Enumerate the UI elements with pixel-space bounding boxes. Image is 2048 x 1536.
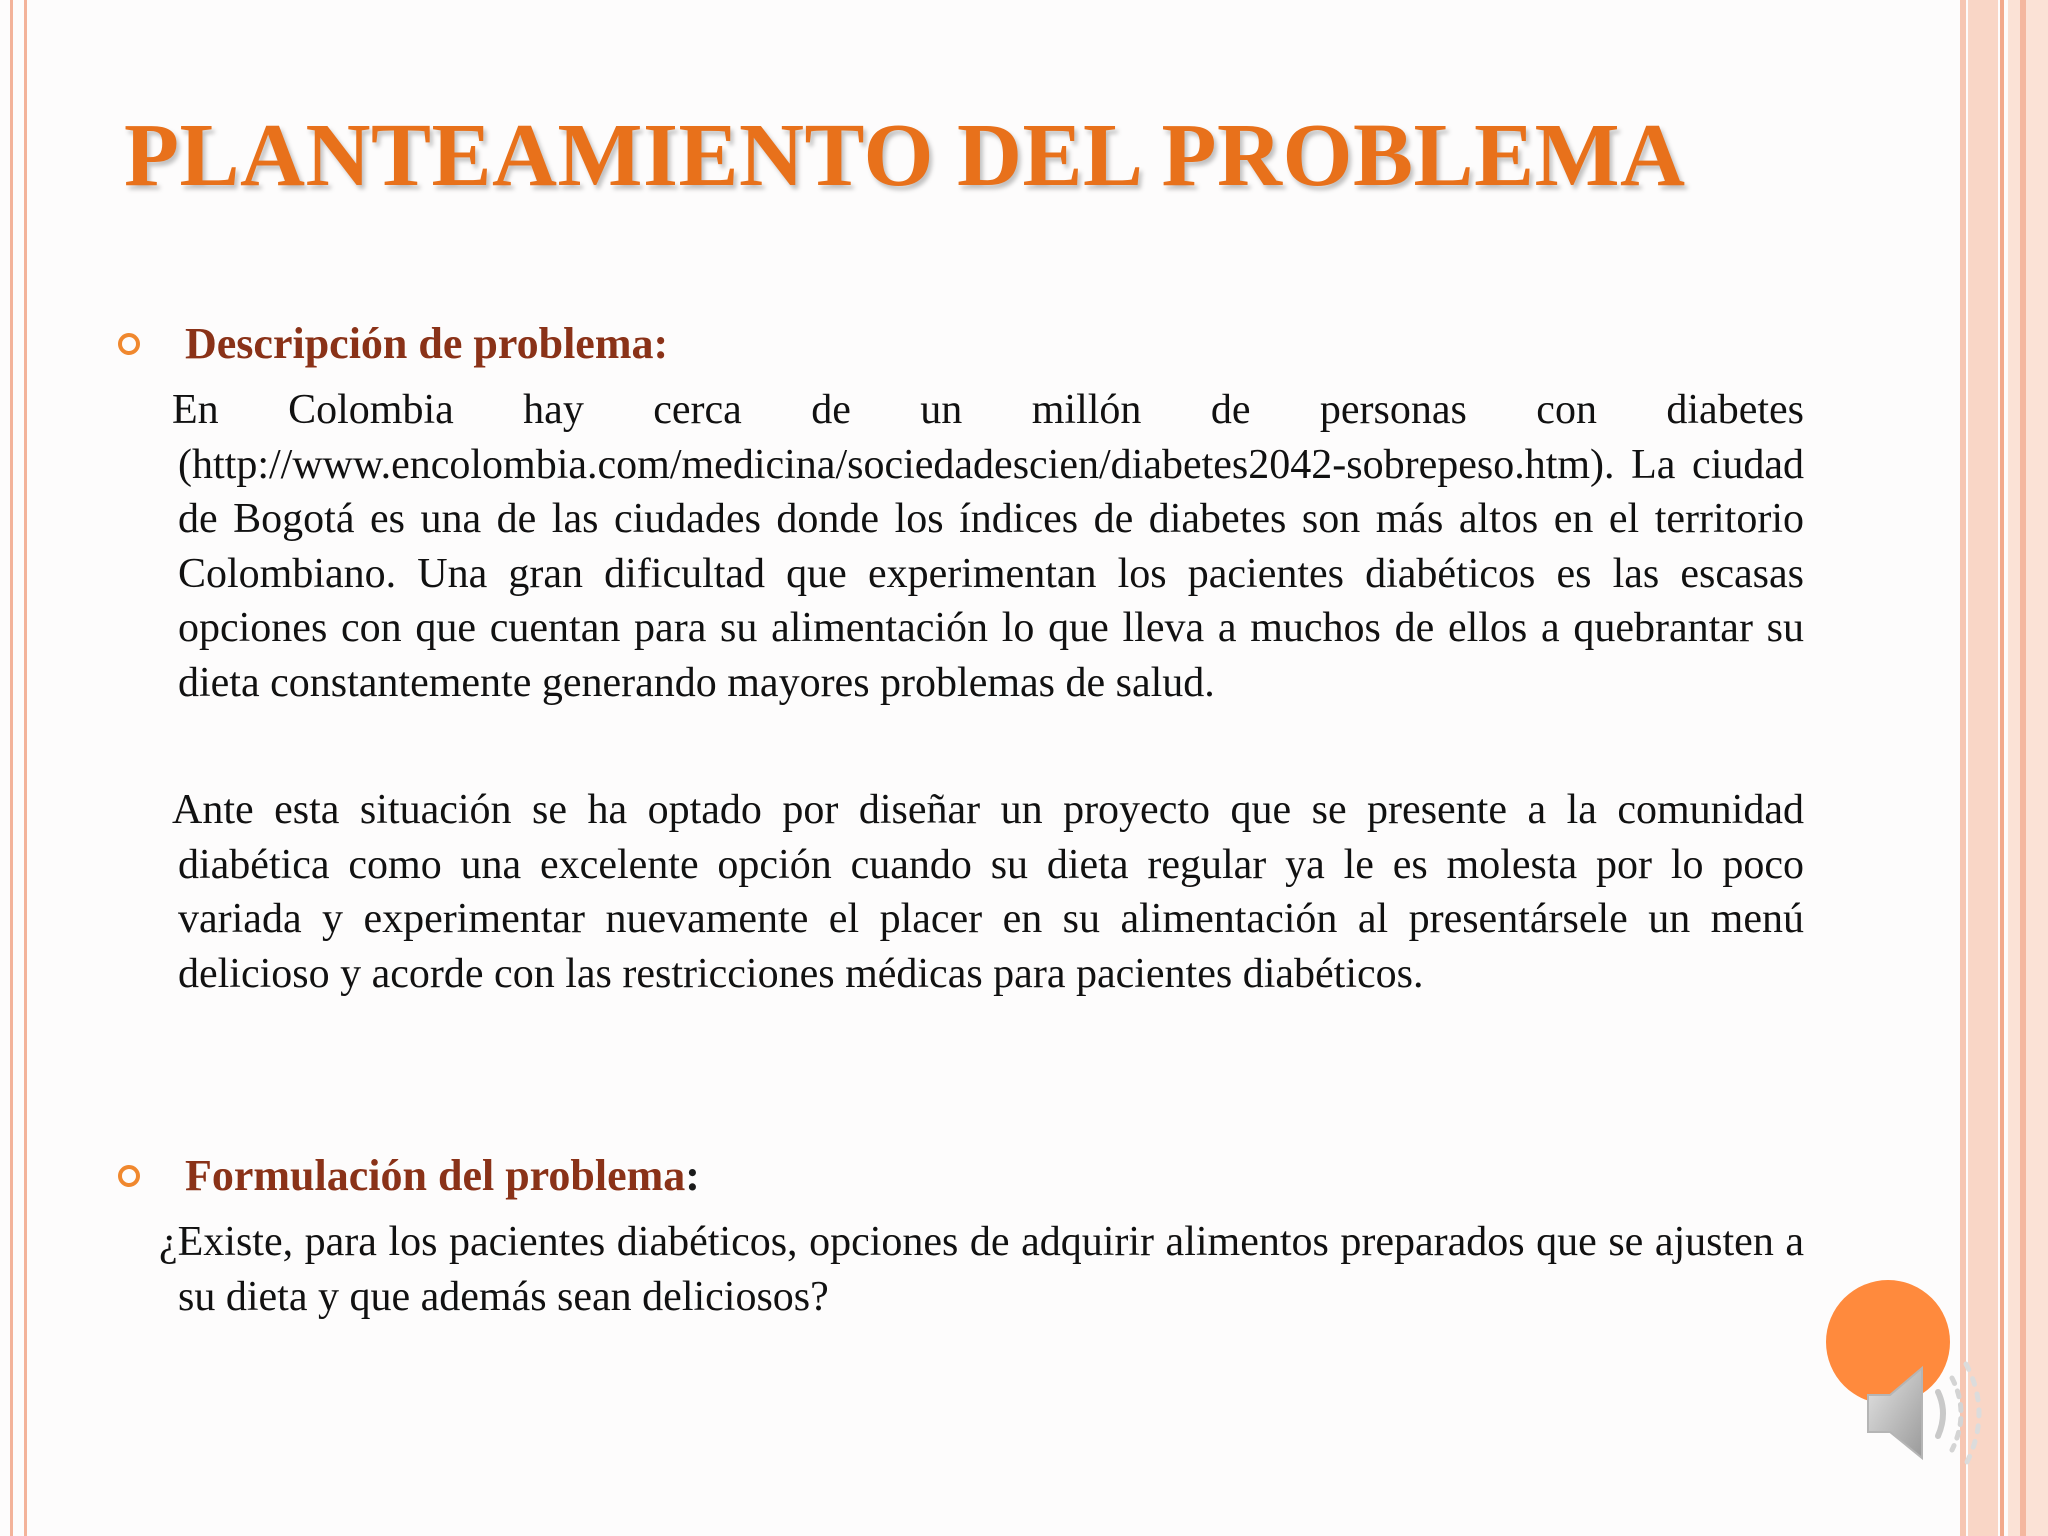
speaker-icon[interactable]: [1860, 1340, 2010, 1490]
formulation-heading: Formulación del problema: [185, 1151, 686, 1200]
description-heading-row: [118, 318, 668, 369]
hollow-circle-bullet-icon: [118, 333, 140, 355]
hollow-circle-bullet-icon: [118, 1165, 140, 1187]
slide-title: PLANTEAMIENTO DEL PROBLEMA: [124, 106, 1686, 205]
formulation-heading-row: [118, 1150, 700, 1201]
description-paragraph-2: Ante esta situación se ha optado por diseñar un proyecto que se presente a la comunidad diabética como una excelente opción cuando su dieta regular ya le es molesta por lo poco variada y experimentar nuevamente el placer en su alimentación al presentársele un menú delicioso y acorde con las restricciones médicas para pacientes diabéticos.: [172, 787, 1804, 997]
formulation-heading-colon: :: [685, 1151, 700, 1200]
left-border-decoration: [10, 0, 27, 1536]
right-stripes-decoration: [1960, 0, 2048, 1536]
formulation-question: ¿Existe, para los pacientes diabéticos, opciones de adquirir alimentos preparados que se ajusten a su dieta y que además sean deliciosos?: [159, 1219, 1804, 1320]
description-heading: Descripción de problema:: [185, 319, 669, 368]
description-paragraph-1: En Colombia hay cerca de un millón de personas con diabetes (http://www.encolombia.com/medicina/sociedadescien/diabetes2042-sobrepeso.htm). La ciudad de Bogotá es una de las ciudades donde los índices de diabetes son más altos en el territorio Colombiano. Una gran dificultad que experimentan los pacientes diabéticos es las escasas opciones con que cuentan para su alimentación lo que lleva a muchos de ellos a quebrantar su dieta constantemente generando mayores problemas de salud.: [172, 387, 1804, 706]
